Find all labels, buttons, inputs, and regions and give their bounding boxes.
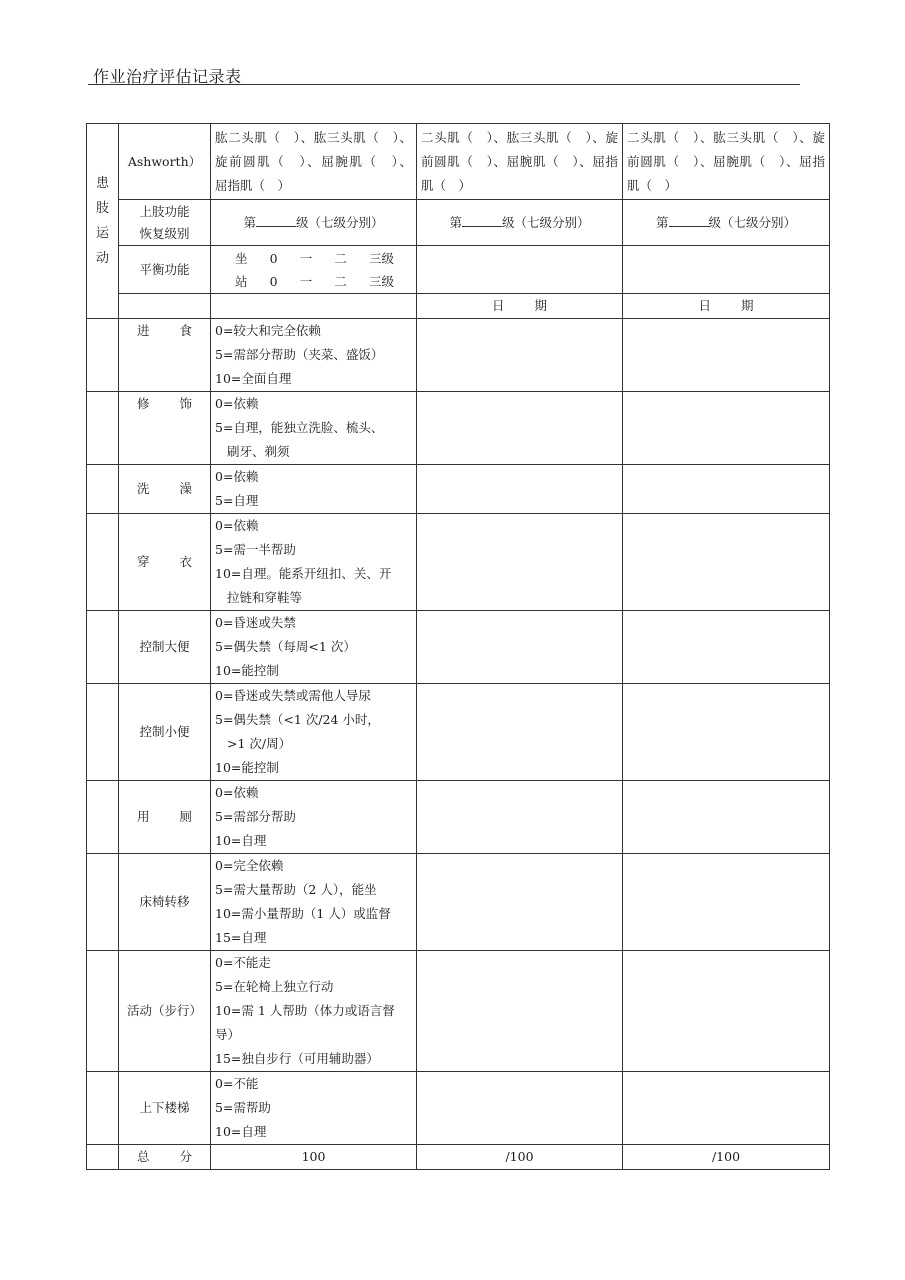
adl-score-entry-2[interactable] (417, 951, 623, 1072)
adl-criteria: 0=较大和完全依赖 5=需部分帮助（夹菜、盛饭） 10=全面自理 (211, 319, 417, 392)
total-max: 100 (211, 1145, 417, 1170)
adl-criteria: 0=依赖 5=需部分帮助 10=自理 (211, 781, 417, 854)
total-label: 总 分 (119, 1145, 211, 1170)
adl-item-label: 控制大便 (119, 611, 211, 684)
date-header-row (87, 294, 830, 319)
adl-row (87, 392, 830, 465)
adl-criteria: 0=不能走 5=在轮椅上独立行动 10=需 1 人帮助（体力或语言督 导） 15=独自步行（可用辅助器） (211, 951, 417, 1072)
balance-entry-3[interactable] (623, 246, 830, 294)
total-score-3[interactable]: /100 (623, 1145, 830, 1170)
adl-row (87, 684, 830, 781)
balance-label: 平衡功能 (119, 246, 211, 294)
adl-score-entry-3[interactable] (623, 465, 830, 514)
adl-score-entry-3[interactable] (623, 781, 830, 854)
balance-scale (211, 246, 417, 294)
balance-stand: 站 0 一 二 三级 (235, 273, 394, 289)
adl-score-entry-3[interactable] (623, 611, 830, 684)
adl-score-entry-3[interactable] (623, 1072, 830, 1145)
total-score-2[interactable]: /100 (417, 1145, 623, 1170)
adl-score-entry-3[interactable] (623, 392, 830, 465)
adl-criteria: 0=昏迷或失禁 5=偶失禁（每周<1 次） 10=能控制 (211, 611, 417, 684)
adl-criteria: 0=依赖 5=自理，能独立洗脸、梳头、 刷牙、剃须 (211, 392, 417, 465)
adl-item-label: 控制小便 (119, 684, 211, 781)
adl-score-entry-2[interactable] (417, 781, 623, 854)
ashworth-col1: 肱二头肌（ ）、肱三头肌（ ）、 旋前圆肌（ ）、屈腕肌（ ）、 屈指肌（ ） (211, 124, 417, 200)
ashworth-row (87, 124, 830, 200)
adl-item-label: 进 食 (119, 319, 211, 392)
adl-section (87, 319, 830, 1145)
adl-score-entry-2[interactable] (417, 854, 623, 951)
adl-score-entry-3[interactable] (623, 319, 830, 392)
adl-row (87, 319, 830, 392)
upper-limb-grade-1[interactable]: 第 级（七级分别） (211, 200, 417, 246)
adl-item-label: 活动（步行） (119, 951, 211, 1072)
adl-item-label: 床椅转移 (119, 854, 211, 951)
balance-sit: 坐 0 一 二 三级 (235, 250, 394, 266)
adl-criteria: 0=依赖 5=需一半帮助 10=自理。能系开纽扣、关、开 拉链和穿鞋等 (211, 514, 417, 611)
ashworth-label: Ashworth） (119, 124, 211, 200)
upper-limb-row (87, 200, 830, 246)
adl-score-entry-2[interactable] (417, 1072, 623, 1145)
adl-score-entry-3[interactable] (623, 951, 830, 1072)
adl-item-label: 上下楼梯 (119, 1072, 211, 1145)
assessment-table (86, 123, 830, 1170)
adl-score-entry-2[interactable] (417, 611, 623, 684)
adl-row (87, 465, 830, 514)
ashworth-col3: 二头肌（ ）、肱三头肌（ ）、旋 前圆肌（ ）、屈腕肌（ ）、屈指 肌（ ） (623, 124, 830, 200)
date-header-2: 日 期 (417, 294, 623, 319)
adl-row (87, 1072, 830, 1145)
adl-criteria: 0=完全依赖 5=需大量帮助（2 人），能坐 10=需小量帮助（1 人）或监督 15=自理 (211, 854, 417, 951)
adl-score-entry-2[interactable] (417, 392, 623, 465)
adl-criteria: 0=依赖 5=自理 (211, 465, 417, 514)
adl-row (87, 854, 830, 951)
adl-score-entry-3[interactable] (623, 514, 830, 611)
upper-limb-label: 上肢功能 恢复级别 (119, 200, 211, 246)
adl-item-label: 洗 澡 (119, 465, 211, 514)
ashworth-col2: 二头肌（ ）、肱三头肌（ ）、旋 前圆肌（ ）、屈腕肌（ ）、屈指 肌（ ） (417, 124, 623, 200)
adl-score-entry-3[interactable] (623, 684, 830, 781)
upper-limb-grade-2[interactable]: 第 级（七级分别） (417, 200, 623, 246)
adl-score-entry-2[interactable] (417, 514, 623, 611)
upper-limb-grade-3[interactable]: 第 级（七级分别） (623, 200, 830, 246)
adl-criteria: 0=昏迷或失禁或需他人导尿 5=偶失禁（<1 次/24 小时， >1 次/周） 10=能控制 (211, 684, 417, 781)
form-title: 作业治疗评估记录表 (93, 67, 242, 86)
balance-row (87, 246, 830, 294)
adl-score-entry-2[interactable] (417, 319, 623, 392)
adl-row (87, 951, 830, 1072)
adl-score-entry-3[interactable] (623, 854, 830, 951)
balance-entry-2[interactable] (417, 246, 623, 294)
adl-item-label: 修 饰 (119, 392, 211, 465)
adl-score-entry-2[interactable] (417, 465, 623, 514)
adl-row (87, 781, 830, 854)
adl-item-label: 穿 衣 (119, 514, 211, 611)
adl-row (87, 514, 830, 611)
adl-row (87, 611, 830, 684)
header-rule (88, 84, 800, 85)
total-row (87, 1145, 830, 1170)
category-cell: 患 肢 运 动 (87, 124, 119, 319)
adl-criteria: 0=不能 5=需帮助 10=自理 (211, 1072, 417, 1145)
adl-score-entry-2[interactable] (417, 684, 623, 781)
date-header-3: 日 期 (623, 294, 830, 319)
adl-item-label: 用 厕 (119, 781, 211, 854)
